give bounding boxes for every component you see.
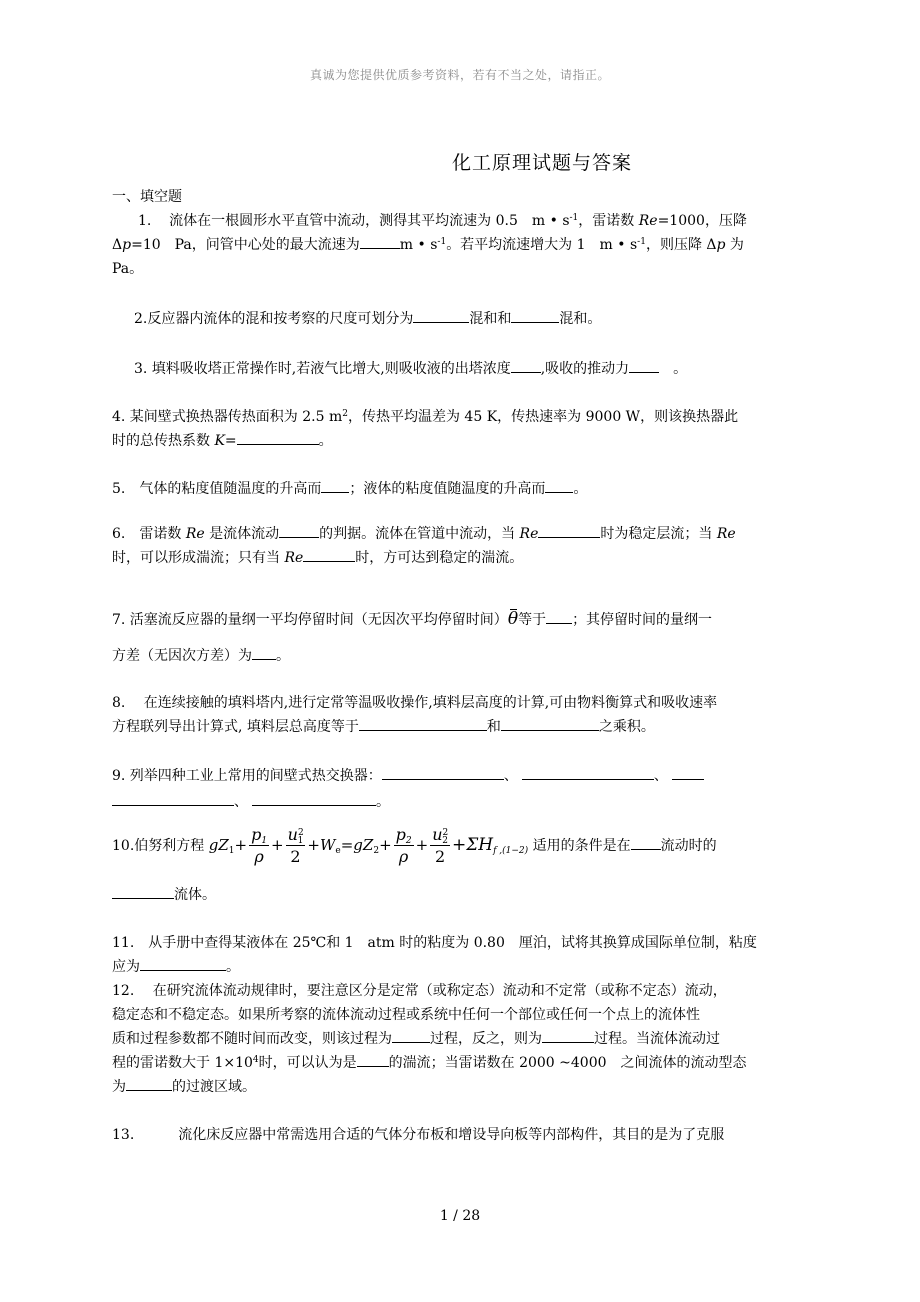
question-3: 3. 填料吸收塔正常操作时,若液气比增大,则吸收液的出塔浓度 ,吸收的推动力 。 — [134, 358, 834, 380]
answer-blank[interactable] — [538, 523, 600, 538]
question-4-line-1: 4. 某间壁式换热器传热面积为 2.5 $m^2$，传热平均温差为 45 K，传热速率为 9000 W，则该换热器此 — [112, 409, 739, 425]
answer-blank[interactable] — [382, 765, 504, 780]
answer-blank[interactable] — [392, 1028, 430, 1043]
fraction-p1-rho: $\frac{p_1}{\rho}$ — [251, 824, 268, 866]
answer-blank[interactable] — [126, 1076, 172, 1091]
question-13: 13. 流化床反应器中常需选用合适的气体分布板和增设导向板等内部构件，其目的是为了克服 — [112, 1127, 725, 1143]
answer-blank[interactable] — [321, 478, 349, 493]
question-10-line-1: 10.伯努利方程 $gZ_1+$ $\frac{p_1}{\rho}$ + $\frac{u^2_1}{2}$ $+W_e=gZ_2+$ $\frac{p_2}{\rho}$ + $\frac{u^2_2}{2}$ $+\Sigma H_{f ,(1-2)}$ 适用的条件是在 流动时的 — [112, 824, 717, 866]
question-5: 5. 气体的粘度值随温度的升高而 ；液体的粘度值随温度的升高而 。 — [112, 478, 812, 500]
question-6-line-1: 6. 雷诺数 Re 是流体流动 的判据。流体在管道中流动，当 Re 时为稳定层流；当 Re — [112, 523, 812, 545]
answer-blank[interactable] — [546, 609, 572, 624]
answer-blank[interactable] — [252, 791, 376, 806]
bernoulli-equation: $gZ_1+$ $\frac{p_1}{\rho}$ + $\frac{u^2_1}{2}$ $+W_e=gZ_2+$ $\frac{p_2}{\rho}$ + $\frac{u^2_2}{2}$ $+\Sigma H_{f ,(1-2)}$ — [208, 824, 529, 866]
question-12-line-2: 稳定态和不稳定态。如果所考察的流体流动过程或系统中任何一个部位或任何一个点上的流体性 — [112, 1007, 700, 1023]
question-4-line-2: 时的总传热系数 K= 。 — [112, 430, 812, 452]
fraction-u2-squared-over-2: $\frac{u^2_2}{2}$ — [432, 824, 449, 866]
page-indicator: 1 / 28 — [439, 1208, 481, 1224]
answer-blank[interactable] — [360, 234, 400, 249]
answer-blank[interactable] — [413, 308, 469, 323]
question-9-line-2: 、 。 — [112, 791, 812, 813]
answer-blank[interactable] — [303, 547, 355, 562]
question-7-line-2: 方差（无因次方差）为 。 — [112, 645, 812, 667]
question-11-line-1: 11. 从手册中查得某液体在 25℃和 1 atm 时的粘度为 0.80 厘泊，试将其换算成国际单位制，粘度 — [112, 935, 757, 951]
answer-blank[interactable] — [511, 358, 541, 373]
answer-blank[interactable] — [545, 478, 573, 493]
question-8-line-2: 方程联列导出计算式, 填料层总高度等于 和 之乘积。 — [112, 716, 812, 738]
question-1-line-2: Δp=10 Pa，问管中心处的最大流速为 m • $s^{-1}$。若平均流速增大为 1 m • $s^{-1}$，则压降 Δp 为 — [112, 234, 812, 256]
question-12-line-5: 为 的过渡区域。 — [112, 1076, 812, 1098]
theta-bar-symbol: θ — [507, 609, 519, 629]
question-6-line-2: 时，可以形成湍流；只有当 Re 时，方可达到稳定的湍流。 — [112, 547, 812, 569]
answer-blank[interactable] — [112, 791, 234, 806]
question-12-line-4: 程的雷诺数大于 $1\times 10^4$时，可以认为是 的湍流；当雷诺数在 2000 ~4000 之间流体的流动型态 — [112, 1052, 812, 1074]
header-note: 真诚为您提供优质参考资料，若有不当之处，请指正。 — [309, 68, 610, 82]
answer-blank[interactable] — [359, 716, 487, 731]
section-heading: 一、填空题 — [112, 189, 182, 205]
question-7-line-1: 7. 活塞流反应器的量纲一平均停留时间（无因次平均停留时间）θ等于 ；其停留时间的量纲一 — [112, 609, 713, 629]
answer-blank[interactable] — [237, 430, 319, 445]
answer-blank[interactable] — [672, 765, 704, 780]
question-8-line-1: 8. 在连续接触的填料塔内,进行定常等温吸收操作,填料层高度的计算,可由物料衡算式和吸收速率 — [112, 695, 718, 711]
question-9-line-1: 9. 列举四种工业上常用的间壁式热交换器： 、 、 — [112, 765, 812, 787]
question-12-line-1: 12. 在研究流体流动规律时，要注意区分是定常（或称定态）流动和不定常（或称不定态）流动， — [112, 983, 727, 999]
answer-blank[interactable] — [279, 523, 319, 538]
answer-blank[interactable] — [629, 358, 659, 373]
page-title: 化工原理试题与答案 — [452, 152, 633, 174]
fraction-u1-squared-over-2: $\frac{u^2_1}{2}$ — [287, 824, 304, 866]
answer-blank[interactable] — [252, 645, 276, 660]
answer-blank[interactable] — [511, 308, 559, 323]
answer-blank[interactable] — [501, 716, 599, 731]
question-2: 2.反应器内流体的混和按考察的尺度可划分为 混和和 混和。 — [134, 308, 834, 330]
answer-blank[interactable] — [140, 956, 226, 971]
question-12-line-3: 质和过程参数都不随时间而改变，则该过程为 过程，反之，则为 过程。当流体流动过 — [112, 1028, 812, 1050]
question-1-line-3: Pa。 — [112, 261, 144, 277]
answer-blank[interactable] — [522, 765, 654, 780]
question-10-line-2: 流体。 — [112, 884, 812, 906]
fraction-p2-rho: $\frac{p_2}{\rho}$ — [395, 824, 412, 866]
answer-blank[interactable] — [357, 1052, 389, 1067]
question-11-line-2: 应为 。 — [112, 956, 812, 978]
answer-blank[interactable] — [112, 884, 174, 899]
question-1-line-1: 1. 流体在一根圆形水平直管中流动，测得其平均流速为 0.5 m • $s^{-1}$，雷诺数 Re=1000，压降 — [138, 213, 747, 229]
answer-blank[interactable] — [631, 835, 661, 850]
answer-blank[interactable] — [542, 1028, 594, 1043]
